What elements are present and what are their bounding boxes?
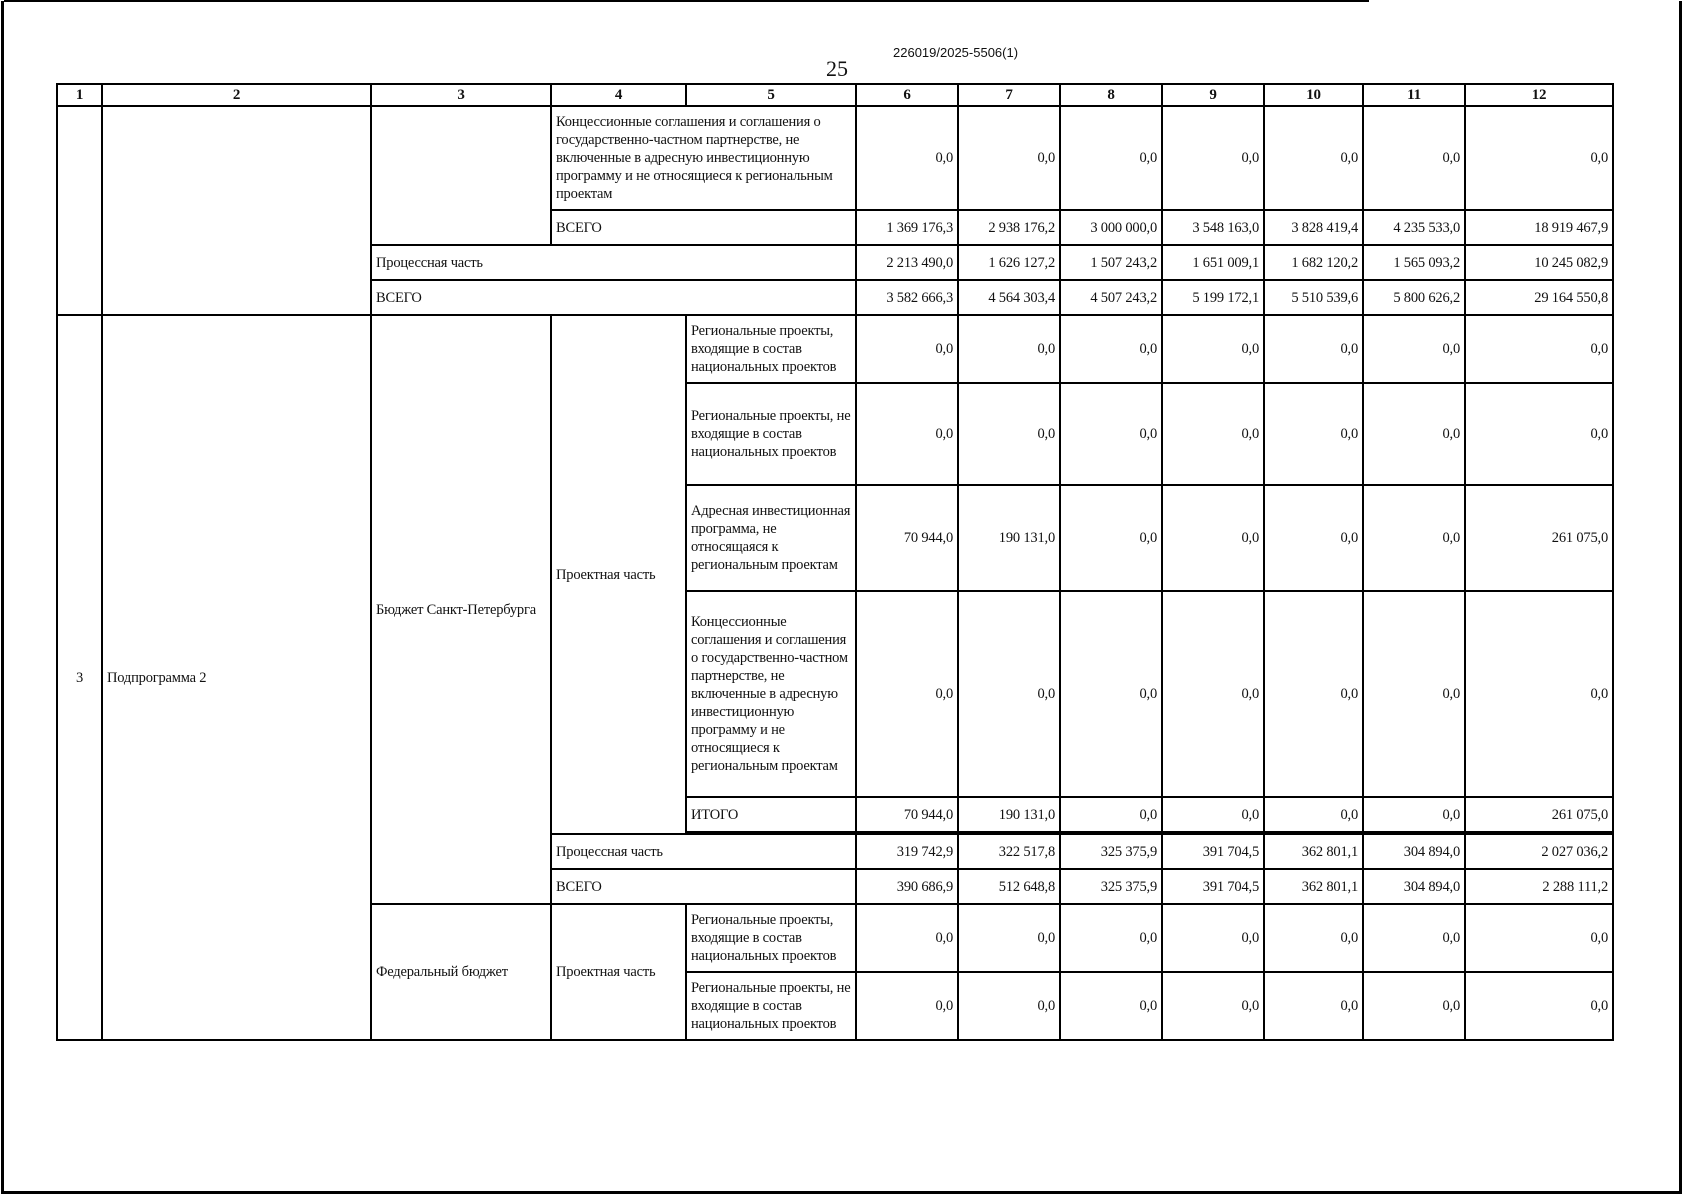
column-header: 1 [57, 84, 102, 106]
value-cell: 390 686,9 [856, 869, 958, 904]
value-cell: 29 164 550,8 [1465, 280, 1613, 315]
table-row [57, 315, 1613, 383]
value-cell: 0,0 [1465, 315, 1613, 383]
value-cell: 0,0 [1060, 797, 1162, 832]
part-label: Проектная часть [551, 315, 686, 834]
value-cell: 3 548 163,0 [1162, 210, 1264, 245]
value-cell: 0,0 [1060, 485, 1162, 591]
value-cell: 0,0 [958, 904, 1060, 972]
value-cell: 0,0 [1264, 315, 1363, 383]
value-cell: 0,0 [1162, 383, 1264, 485]
value-cell: 10 245 082,9 [1465, 245, 1613, 280]
value-cell: 0,0 [1162, 904, 1264, 972]
value-cell: 4 507 243,2 [1060, 280, 1162, 315]
value-cell: 0,0 [1060, 106, 1162, 210]
empty-cell [371, 106, 551, 245]
value-cell: 70 944,0 [856, 485, 958, 591]
column-header: 4 [551, 84, 686, 106]
funding-source: Федеральный бюджет [371, 904, 551, 1040]
value-cell: 322 517,8 [958, 834, 1060, 869]
empty-cell [57, 106, 102, 315]
value-cell: 512 648,8 [958, 869, 1060, 904]
value-cell: 0,0 [1264, 383, 1363, 485]
value-cell: 1 626 127,2 [958, 245, 1060, 280]
value-cell: 190 131,0 [958, 797, 1060, 832]
row-label: Концессионные соглашения и соглашения о государственно-частном партнерстве, не включенные в адресную инвестиционную программу и не относящиеся к региональным проектам [551, 106, 856, 210]
value-cell: 190 131,0 [958, 485, 1060, 591]
column-header: 12 [1465, 84, 1613, 106]
value-cell: 0,0 [1465, 106, 1613, 210]
value-cell: 362 801,1 [1264, 834, 1363, 869]
column-header: 6 [856, 84, 958, 106]
value-cell: 0,0 [1264, 106, 1363, 210]
column-header: 7 [958, 84, 1060, 106]
value-cell: 0,0 [1162, 106, 1264, 210]
value-cell: 0,0 [958, 383, 1060, 485]
value-cell: 0,0 [1465, 383, 1613, 485]
value-cell: 18 919 467,9 [1465, 210, 1613, 245]
value-cell: 3 582 666,3 [856, 280, 958, 315]
value-cell: 0,0 [1264, 972, 1363, 1040]
value-cell: 0,0 [856, 972, 958, 1040]
value-cell: 319 742,9 [856, 834, 958, 869]
subprogram-number: 3 [57, 315, 102, 1040]
row-label: Процессная часть [551, 834, 856, 869]
value-cell: 3 828 419,4 [1264, 210, 1363, 245]
row-label: Адресная инвестиционная программа, не относящаяся к региональным проектам [686, 485, 856, 591]
value-cell: 0,0 [1264, 591, 1363, 797]
value-cell: 0,0 [1363, 797, 1465, 832]
value-cell: 325 375,9 [1060, 869, 1162, 904]
value-cell: 0,0 [1060, 591, 1162, 797]
value-cell: 2 288 111,2 [1465, 869, 1613, 904]
value-cell: 5 800 626,2 [1363, 280, 1465, 315]
value-cell: 0,0 [1363, 383, 1465, 485]
value-cell: 1 565 093,2 [1363, 245, 1465, 280]
value-cell: 4 235 533,0 [1363, 210, 1465, 245]
column-header: 10 [1264, 84, 1363, 106]
row-label: ВСЕГО [551, 210, 856, 245]
table-row [57, 106, 1613, 210]
value-cell: 0,0 [1162, 485, 1264, 591]
value-cell: 2 213 490,0 [856, 245, 958, 280]
table-header-row [57, 84, 1613, 106]
value-cell: 0,0 [856, 106, 958, 210]
value-cell: 0,0 [1363, 106, 1465, 210]
value-cell: 0,0 [1162, 591, 1264, 797]
row-label: Региональные проекты, входящие в состав национальных проектов [686, 315, 856, 383]
value-cell: 0,0 [1465, 591, 1613, 797]
value-cell: 1 507 243,2 [1060, 245, 1162, 280]
value-cell: 0,0 [1363, 904, 1465, 972]
value-cell: 0,0 [1363, 315, 1465, 383]
value-cell: 362 801,1 [1264, 869, 1363, 904]
value-cell: 0,0 [1363, 972, 1465, 1040]
value-cell: 391 704,5 [1162, 834, 1264, 869]
value-cell: 1 682 120,2 [1264, 245, 1363, 280]
budget-table [56, 83, 1614, 1041]
value-cell: 0,0 [1060, 904, 1162, 972]
value-cell: 5 199 172,1 [1162, 280, 1264, 315]
value-cell: 4 564 303,4 [958, 280, 1060, 315]
row-label: Концессионные соглашения и соглашения о государственно-частном партнерстве, не включенные в адресную инвестиционную программу и не относящиеся к региональным проектам [686, 591, 856, 797]
value-cell: 0,0 [958, 972, 1060, 1040]
value-cell: 0,0 [1162, 972, 1264, 1040]
value-cell: 0,0 [1060, 383, 1162, 485]
value-cell: 0,0 [958, 315, 1060, 383]
value-cell: 5 510 539,6 [1264, 280, 1363, 315]
column-header: 11 [1363, 84, 1465, 106]
value-cell: 261 075,0 [1465, 797, 1613, 832]
value-cell: 0,0 [856, 591, 958, 797]
column-header: 8 [1060, 84, 1162, 106]
value-cell: 0,0 [1264, 797, 1363, 832]
value-cell: 0,0 [1162, 797, 1264, 832]
page-top-line [4, 0, 1369, 2]
value-cell: 0,0 [1060, 972, 1162, 1040]
subprogram-name: Подпрограмма 2 [102, 315, 371, 1040]
column-header: 3 [371, 84, 551, 106]
funding-source: Бюджет Санкт-Петербурга [371, 315, 551, 904]
value-cell: 70 944,0 [856, 797, 958, 832]
value-cell: 2 027 036,2 [1465, 834, 1613, 869]
value-cell: 304 894,0 [1363, 834, 1465, 869]
value-cell: 3 000 000,0 [1060, 210, 1162, 245]
value-cell: 0,0 [1465, 904, 1613, 972]
registration-number: 226019/2025-5506(1) [893, 45, 1019, 60]
value-cell: 304 894,0 [1363, 869, 1465, 904]
value-cell: 0,0 [1465, 972, 1613, 1040]
row-label: Региональные проекты, не входящие в состав национальных проектов [686, 972, 856, 1040]
value-cell: 0,0 [1363, 591, 1465, 797]
value-cell: 0,0 [958, 591, 1060, 797]
value-cell: 325 375,9 [1060, 834, 1162, 869]
value-cell: 0,0 [1264, 904, 1363, 972]
value-cell: 2 938 176,2 [958, 210, 1060, 245]
value-cell: 391 704,5 [1162, 869, 1264, 904]
column-header: 2 [102, 84, 371, 106]
value-cell: 1 369 176,3 [856, 210, 958, 245]
value-cell: 0,0 [958, 106, 1060, 210]
value-cell: 1 651 009,1 [1162, 245, 1264, 280]
row-label: ИТОГО [686, 797, 856, 832]
value-cell: 0,0 [856, 904, 958, 972]
value-cell: 0,0 [1264, 485, 1363, 591]
row-label: Региональные проекты, входящие в состав национальных проектов [686, 904, 856, 972]
row-label: ВСЕГО [371, 280, 856, 315]
part-label: Проектная часть [551, 904, 686, 1040]
row-label: ВСЕГО [551, 869, 856, 904]
row-label: Региональные проекты, не входящие в состав национальных проектов [686, 383, 856, 485]
value-cell: 0,0 [856, 383, 958, 485]
value-cell: 261 075,0 [1465, 485, 1613, 591]
value-cell: 0,0 [1162, 315, 1264, 383]
page-number: 25 [826, 56, 848, 81]
empty-cell [102, 106, 371, 315]
value-cell: 0,0 [856, 315, 958, 383]
column-header: 5 [686, 84, 856, 106]
value-cell: 0,0 [1363, 485, 1465, 591]
row-label: Процессная часть [371, 245, 856, 280]
column-header: 9 [1162, 84, 1264, 106]
value-cell: 0,0 [1060, 315, 1162, 383]
